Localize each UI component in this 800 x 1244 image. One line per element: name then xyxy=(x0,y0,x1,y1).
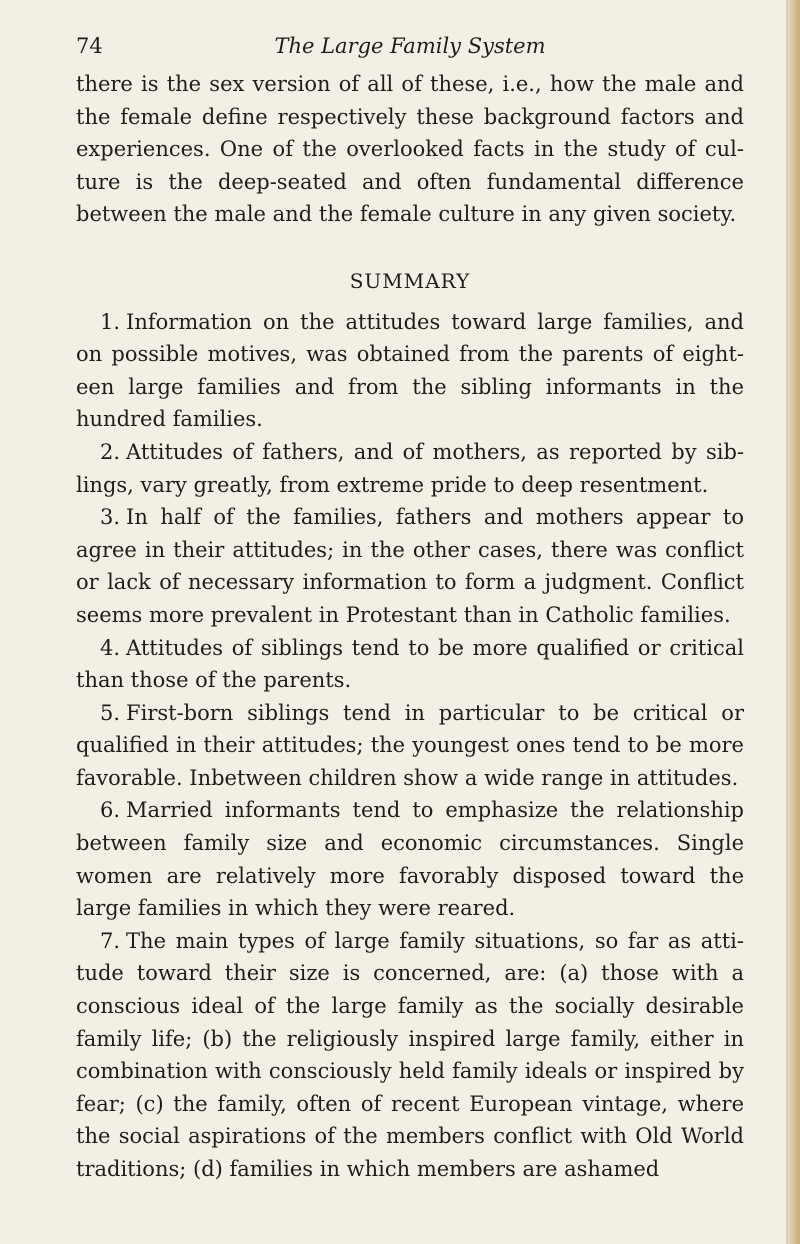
summary-item-text: The main types of large family situations, so far as attitude toward their size is concerned, are: (a) those with a conscious ideal of the large family as the socially desirable family life; (b) the religiously inspired large family, either in combination with consciously held family ideals or inspired by fear; (c) the family, often of recent European vintage, where the social aspirations of the members conflict with Old World traditions; (d) families in which members are ashamed xyxy=(76,928,744,1181)
summary-item-text: Attitudes of fathers, and of mothers, as reported by siblings, vary greatly, from extreme pride to deep resentment. xyxy=(76,439,744,497)
summary-item-text: First-born siblings tend in particular to be critical or qualified in their attitudes; the youngest ones tend to be more favorable. Inbetween children show a wide range in attitudes. xyxy=(76,700,744,790)
summary-heading: SUMMARY xyxy=(349,268,471,293)
summary-item-number: 6. xyxy=(100,798,121,823)
summary-item-text: Information on the attitudes toward large families, and on possible motives, was obtained from the parents of eighteen large families and from the sibling informants in the hundred families. xyxy=(76,309,744,432)
summary-item-1 xyxy=(76,306,744,436)
page-body xyxy=(76,68,744,1186)
summary-item-number: 1. xyxy=(100,309,121,334)
summary-item-number: 3. xyxy=(100,505,121,530)
summary-item-number: 7. xyxy=(100,928,121,953)
summary-item-5 xyxy=(76,697,744,795)
page-header xyxy=(76,34,744,64)
summary-item-number: 4. xyxy=(100,635,121,660)
summary-item-text: In half of the families, fathers and mothers appear to agree in their attitudes; in the other cases, there was conflict or lack of necessary information to form a judgment. Conflict seems more prevalent in Protestant than in Catholic families. xyxy=(76,505,744,627)
summary-item-text: Married informants tend to emphasize the relationship between family size and economic circumstances. Single women are relatively more favorably disposed toward the large families in which they were reared. xyxy=(76,798,744,921)
summary-item-6 xyxy=(76,794,744,924)
summary-item-7 xyxy=(76,925,744,1186)
summary-item-number: 2. xyxy=(100,439,121,464)
running-title: The Large Family System xyxy=(274,34,546,58)
intro-paragraph: there is the sex version of all of these, i.e., how the male and the female define respectively these background factors and experiences. One of the overlooked facts in the study of culture is the deep-seated and often fundamental difference between the male and the female culture in any given society. xyxy=(76,72,744,227)
summary-item-3 xyxy=(76,501,744,631)
summary-item-number: 5. xyxy=(100,700,121,725)
page-number: 74 xyxy=(76,34,103,58)
summary-item-4 xyxy=(76,632,744,697)
page-edge xyxy=(788,0,800,1244)
summary-item-text: Attitudes of siblings tend to be more qualified or critical than those of the parents. xyxy=(76,635,744,693)
summary-item-2 xyxy=(76,436,744,501)
